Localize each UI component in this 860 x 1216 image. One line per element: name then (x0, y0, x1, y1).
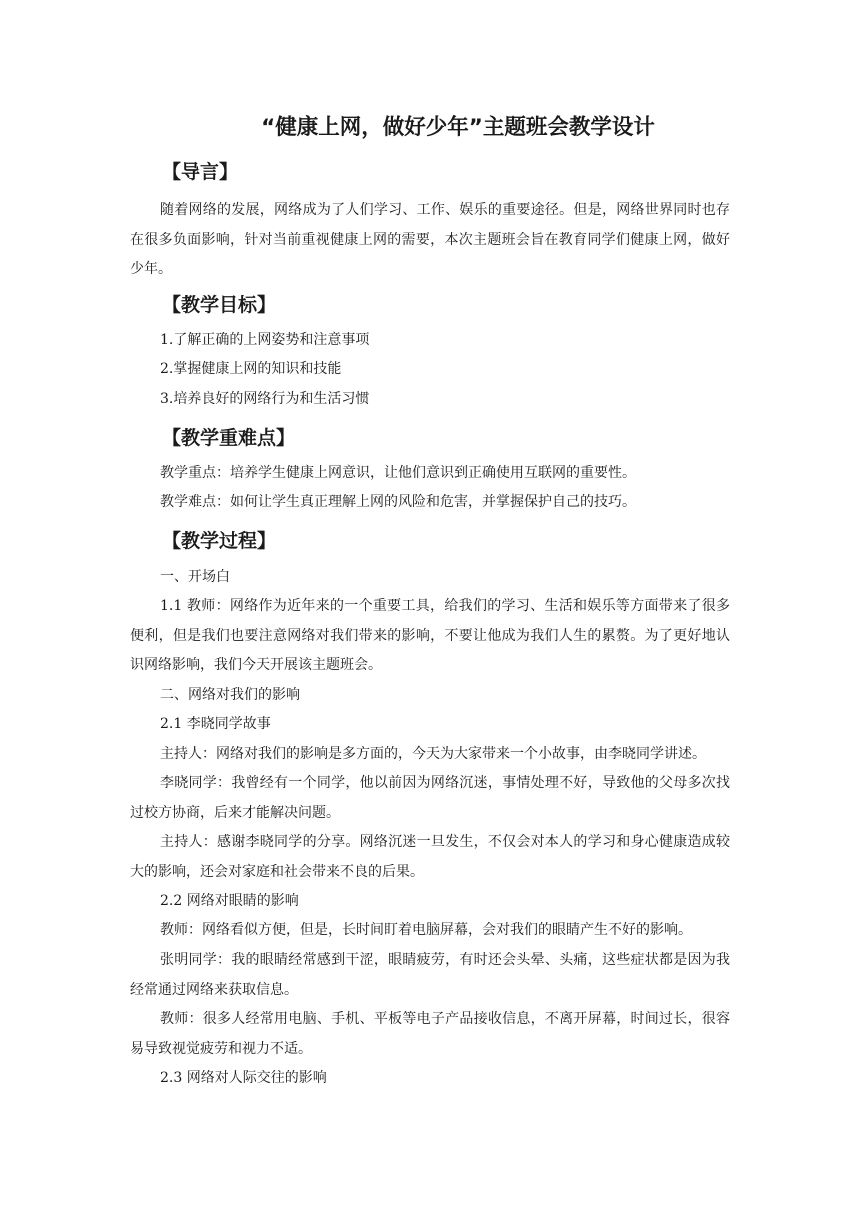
section-2-title: 二、网络对我们的影响 (160, 687, 300, 703)
zhangming-paragraph: 张明同学：我的眼睛经常感到干涩，眼睛疲劳，有时还会头晕、头痛，这些症状都是因为我经常通过网络来获取信息。 (130, 952, 730, 998)
section-2-2-title: 2.2 网络对眼睛的影响 (160, 893, 299, 909)
keypoint-difficulty: 教学难点：如何让学生真正理解上网的风险和危害，并掌握保护自己的技巧。 (160, 494, 636, 510)
document-title: “健康上网，做好少年”主题班会教学设计 (261, 115, 655, 140)
keypoints-heading: 【教学重难点】 (162, 427, 296, 449)
section-2-1-title: 2.1 李晓同学故事 (160, 716, 271, 732)
section-2-3-title: 2.3 网络对人际交往的影响 (160, 1070, 327, 1086)
host-paragraph-2: 主持人：感谢李晓同学的分享。网络沉迷一旦发生，不仅会对本人的学习和身心健康造成较大的影响，还会对家庭和社会带来不良的后果。 (130, 834, 730, 880)
section-1-title: 一、开场白 (160, 569, 230, 585)
teacher-paragraph-2: 教师：很多人经常用电脑、手机、平板等电子产品接收信息，不离开屏幕，时间过长，很容易导致视觉疲劳和视力不适。 (130, 1011, 730, 1057)
goal-item-2: 2.掌握健康上网的知识和技能 (160, 361, 342, 377)
intro-paragraph: 随着网络的发展，网络成为了人们学习、工作、娱乐的重要途径。但是，网络世界同时也存在很多负面影响，针对当前重视健康上网的需要，本次主题班会旨在教育同学们健康上网，做好少年。 (130, 202, 730, 277)
host-paragraph-1: 主持人：网络对我们的影响是多方面的，今天为大家带来一个小故事，由李晓同学讲述。 (160, 746, 706, 762)
goals-heading: 【教学目标】 (162, 294, 277, 316)
intro-heading: 【导言】 (162, 161, 239, 183)
goal-item-1: 1.了解正确的上网姿势和注意事项 (160, 332, 370, 348)
process-heading: 【教学过程】 (162, 530, 277, 552)
teacher-paragraph-1: 教师：网络看似方便，但是，长时间盯着电脑屏幕，会对我们的眼睛产生不好的影响。 (160, 922, 692, 938)
section-1-1-paragraph: 1.1 教师：网络作为近年来的一个重要工具，给我们的学习、生活和娱乐等方面带来了很多便利，但是我们也要注意网络对我们带来的影响，不要让他成为我们人生的累赘。为了更好地认识网络影响，我们今天开展该主题班会。 (130, 598, 730, 673)
lixiao-paragraph: 李晓同学：我曾经有一个同学，他以前因为网络沉迷，事情处理不好，导致他的父母多次找过校方协商，后来才能解决问题。 (130, 775, 730, 821)
goal-item-3: 3.培养良好的网络行为和生活习惯 (160, 391, 370, 407)
keypoint-focus: 教学重点：培养学生健康上网意识，让他们意识到正确使用互联网的重要性。 (160, 465, 636, 481)
